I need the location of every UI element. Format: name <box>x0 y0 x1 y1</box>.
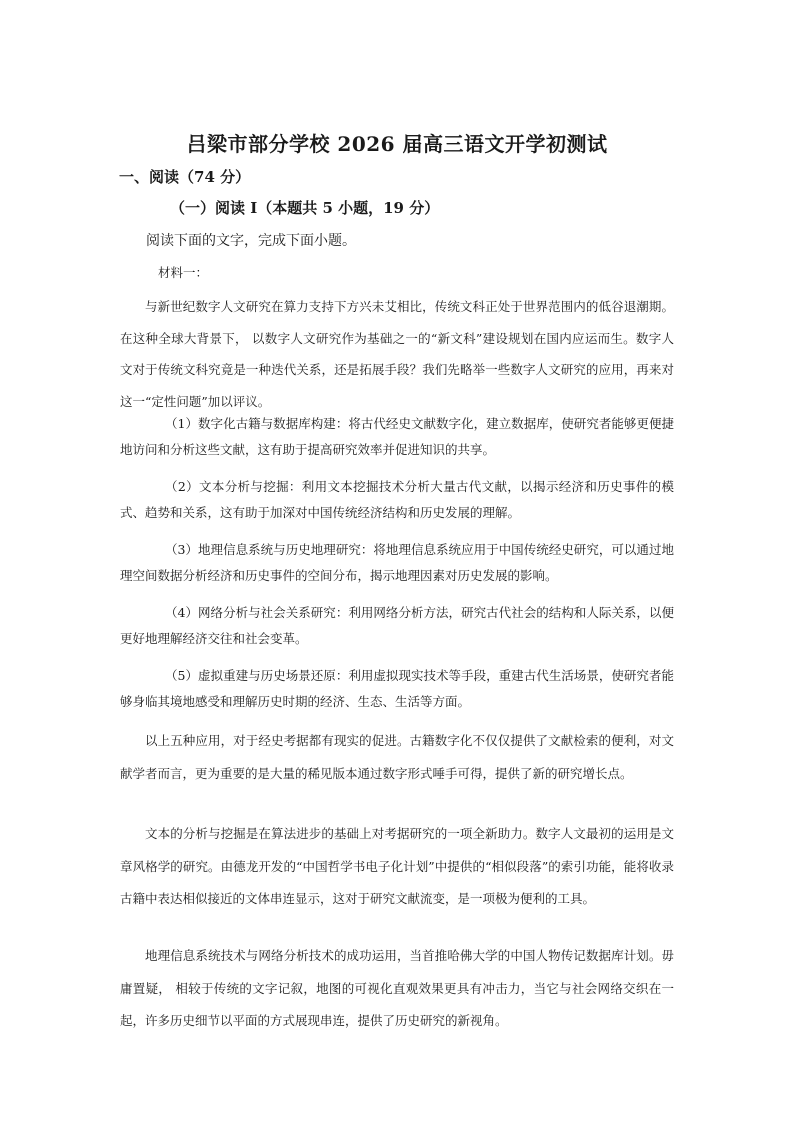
sub-heading: （一）阅读 I（本题共 5 小题，19 分） <box>170 199 440 217</box>
paragraph-2: 以上五种应用，对于经史考据都有现实的促进。古籍数字化不仅仅提供了文献检索的便利，对文献学者而言，更为重要的是大量的稀见版本通过数字形式唾手可得，提供了新的研究增长点。 <box>120 733 674 781</box>
list-item-1: （1）数字化古籍与数据库构建：将古代经史文献数字化，建立数据库，使研究者能够更便捷地访问和分析这些文献，这有助于提高研究效率并促进知识的共享。 <box>120 416 674 457</box>
list-item-4: （4）网络分析与社会关系研究：利用网络分析方法，研究古代社会的结构和人际关系，以便更好地理解经济交往和社会变革。 <box>120 605 674 646</box>
material-label: 材料一： <box>158 265 209 280</box>
list-item-3: （3）地理信息系统与历史地理研究：将地理信息系统应用于中国传统经史研究，可以通过地理空间数据分析经济和历史事件的空间分布，揭示地理因素对历史发展的影响。 <box>120 542 674 583</box>
section-heading: 一、阅读（74 分） <box>119 168 251 186</box>
instruction-text: 阅读下面的文字，完成下面小题。 <box>146 233 356 249</box>
paragraph-3: 文本的分析与挖掘是在算法进步的基础上对考据研究的一项全新助力。数字人文最初的运用是文章风格学的研究。由德龙开发的“中国哲学书电子化计划”中提供的“相似段落”的索引功能，能将收录古籍中表达相似接近的文体串连显示，这对于研究文献流变，是一项极为便利的工具。 <box>120 826 674 906</box>
paragraph-4: 地理信息系统技术与网络分析技术的成功运用，当首推哈佛大学的中国人物传记数据库计划。毋庸置疑， 相较于传统的文字记叙，地图的可视化直观效果更具有冲击力，当它与社会网络交织在一起，许多历史细节以平面的方式展现串连，提供了历史研究的新视角。 <box>120 948 674 1028</box>
list-item-5: （5）虚拟重建与历史场景还原：利用虚拟现实技术等手段，重建古代生活场景，使研究者能够身临其境地感受和理解历史时期的经济、生态、生活等方面。 <box>120 668 674 709</box>
paragraph-intro: 与新世纪数字人文研究在算力支持下方兴未艾相比，传统文科正处于世界范围内的低谷退潮期。在这种全球大背景下， 以数字人文研究作为基础之一的“新文科”建设规划在国内应运而生。数字人文对于传统文科究竟是一种迭代关系，还是拓展手段？我们先略举一些数字人文研究的应用，再来对这一“定性问题”加以评议。 <box>120 299 674 409</box>
list-item-2: （2）文本分析与挖掘：利用文本挖掘技术分析大量古代文献，以揭示经济和历史事件的模式、趋势和关系，这有助于加深对中国传统经济结构和历史发展的理解。 <box>120 479 674 520</box>
document-title: 吕梁市部分学校 2026 届高三语文开学初测试 <box>186 132 608 156</box>
